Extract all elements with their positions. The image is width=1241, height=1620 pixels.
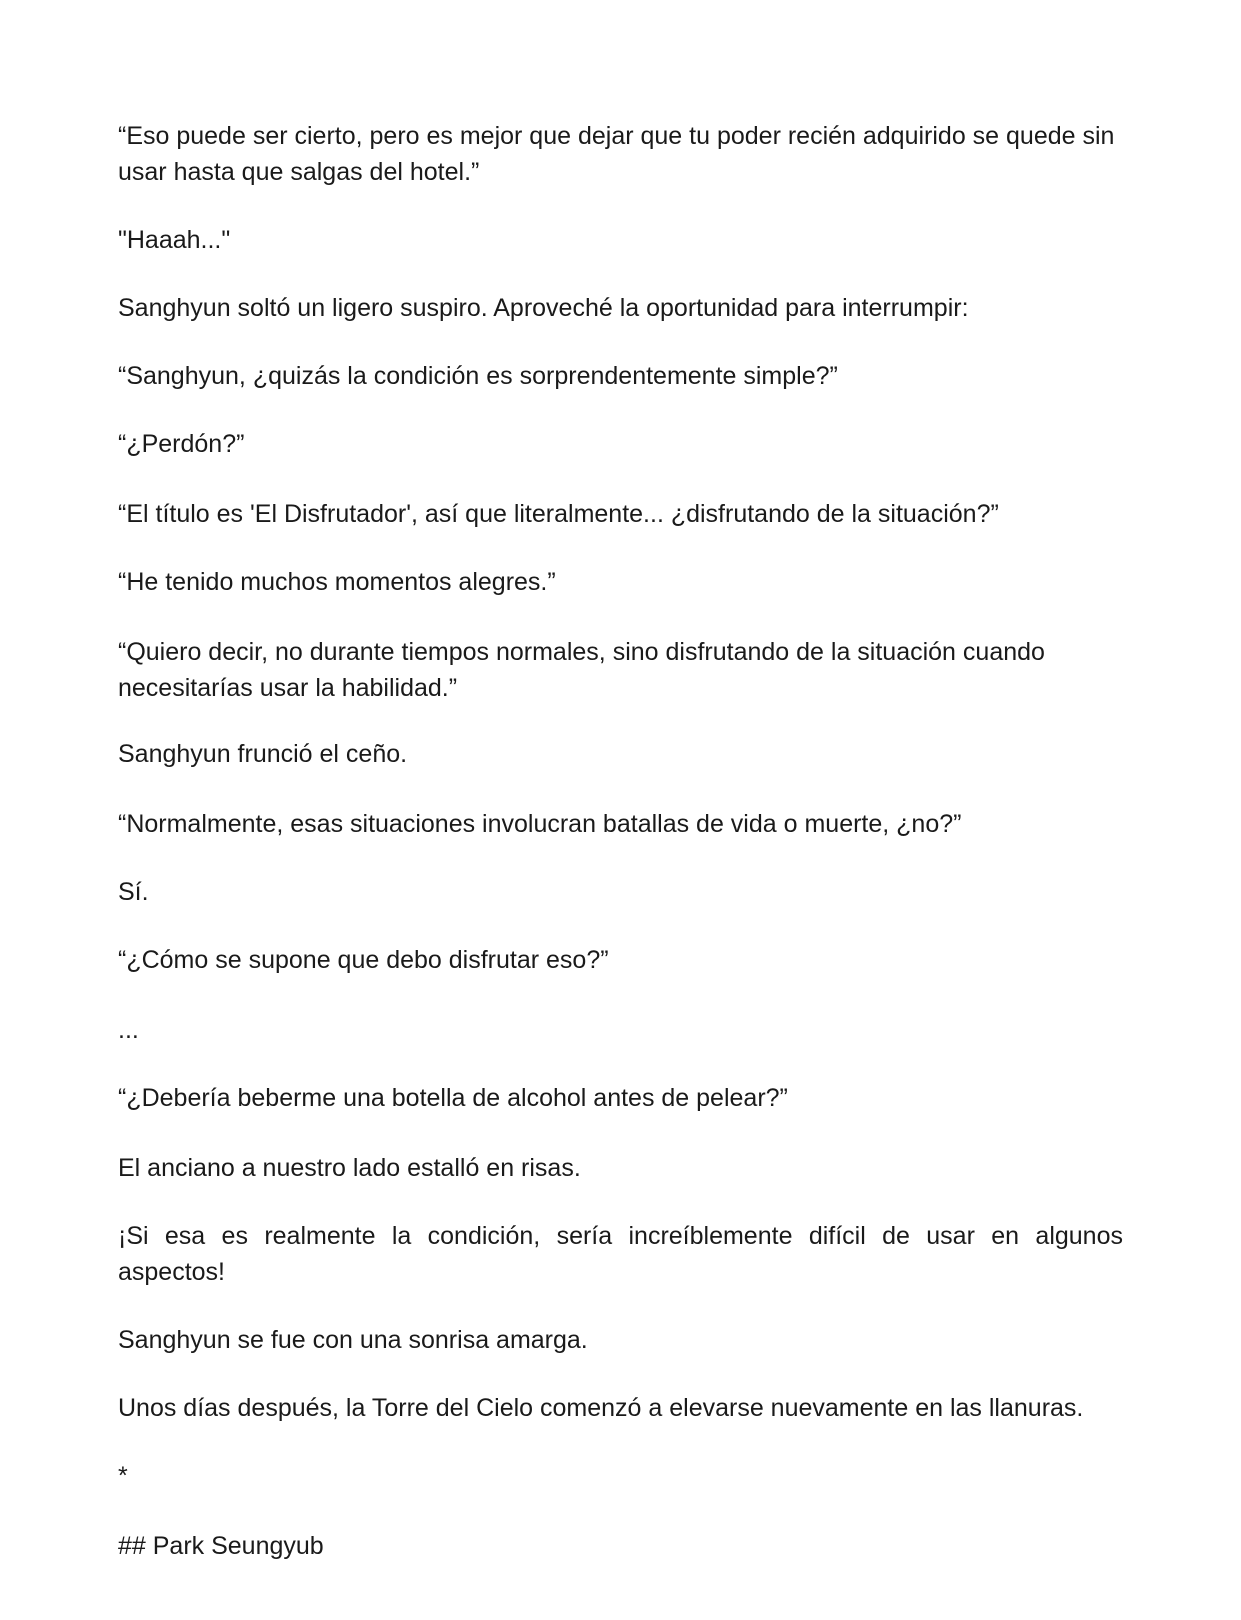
paragraph-4: “Sanghyun, ¿quizás la condición es sorprendentemente simple?” <box>118 362 838 390</box>
paragraph-16: ¡Si esa es realmente la condición, sería increíblemente difícil de usar en algunos aspectos! <box>118 1222 1123 1286</box>
paragraph-18: Unos días después, la Torre del Cielo comenzó a elevarse nuevamente en las llanuras. <box>118 1394 1084 1422</box>
paragraph-7: “He tenido muchos momentos alegres.” <box>118 568 556 596</box>
paragraph-11: Sí. <box>118 878 149 906</box>
paragraph-8: “Quiero decir, no durante tiempos normales, sino disfrutando de la situación cuando necesitarías usar la habilidad.” <box>118 638 1045 702</box>
paragraph-6: “El título es 'El Disfrutador', así que literalmente... ¿disfrutando de la situación?” <box>118 500 999 528</box>
paragraph-15: El anciano a nuestro lado estalló en risas. <box>118 1154 581 1182</box>
paragraph-9: Sanghyun frunció el ceño. <box>118 740 408 768</box>
paragraph-3: Sanghyun soltó un ligero suspiro. Aproveché la oportunidad para interrumpir: <box>118 294 969 322</box>
paragraph-10: “Normalmente, esas situaciones involucran batallas de vida o muerte, ¿no?” <box>118 810 962 838</box>
paragraph-12: “¿Cómo se supone que debo disfrutar eso?” <box>118 946 609 974</box>
paragraph-17: Sanghyun se fue con una sonrisa amarga. <box>118 1326 588 1354</box>
paragraph-5: “¿Perdón?” <box>118 430 245 458</box>
paragraph-14: “¿Debería beberme una botella de alcohol antes de pelear?” <box>118 1084 788 1112</box>
paragraph-19: * <box>118 1462 128 1490</box>
section-heading: ## Park Seungyub <box>118 1532 324 1560</box>
paragraph-13: ... <box>118 1016 139 1044</box>
paragraph-2: "Haaah..." <box>118 226 231 254</box>
paragraph-1: “Eso puede ser cierto, pero es mejor que dejar que tu poder recién adquirido se quede sin usar hasta que salgas del hotel.” <box>118 122 1115 186</box>
